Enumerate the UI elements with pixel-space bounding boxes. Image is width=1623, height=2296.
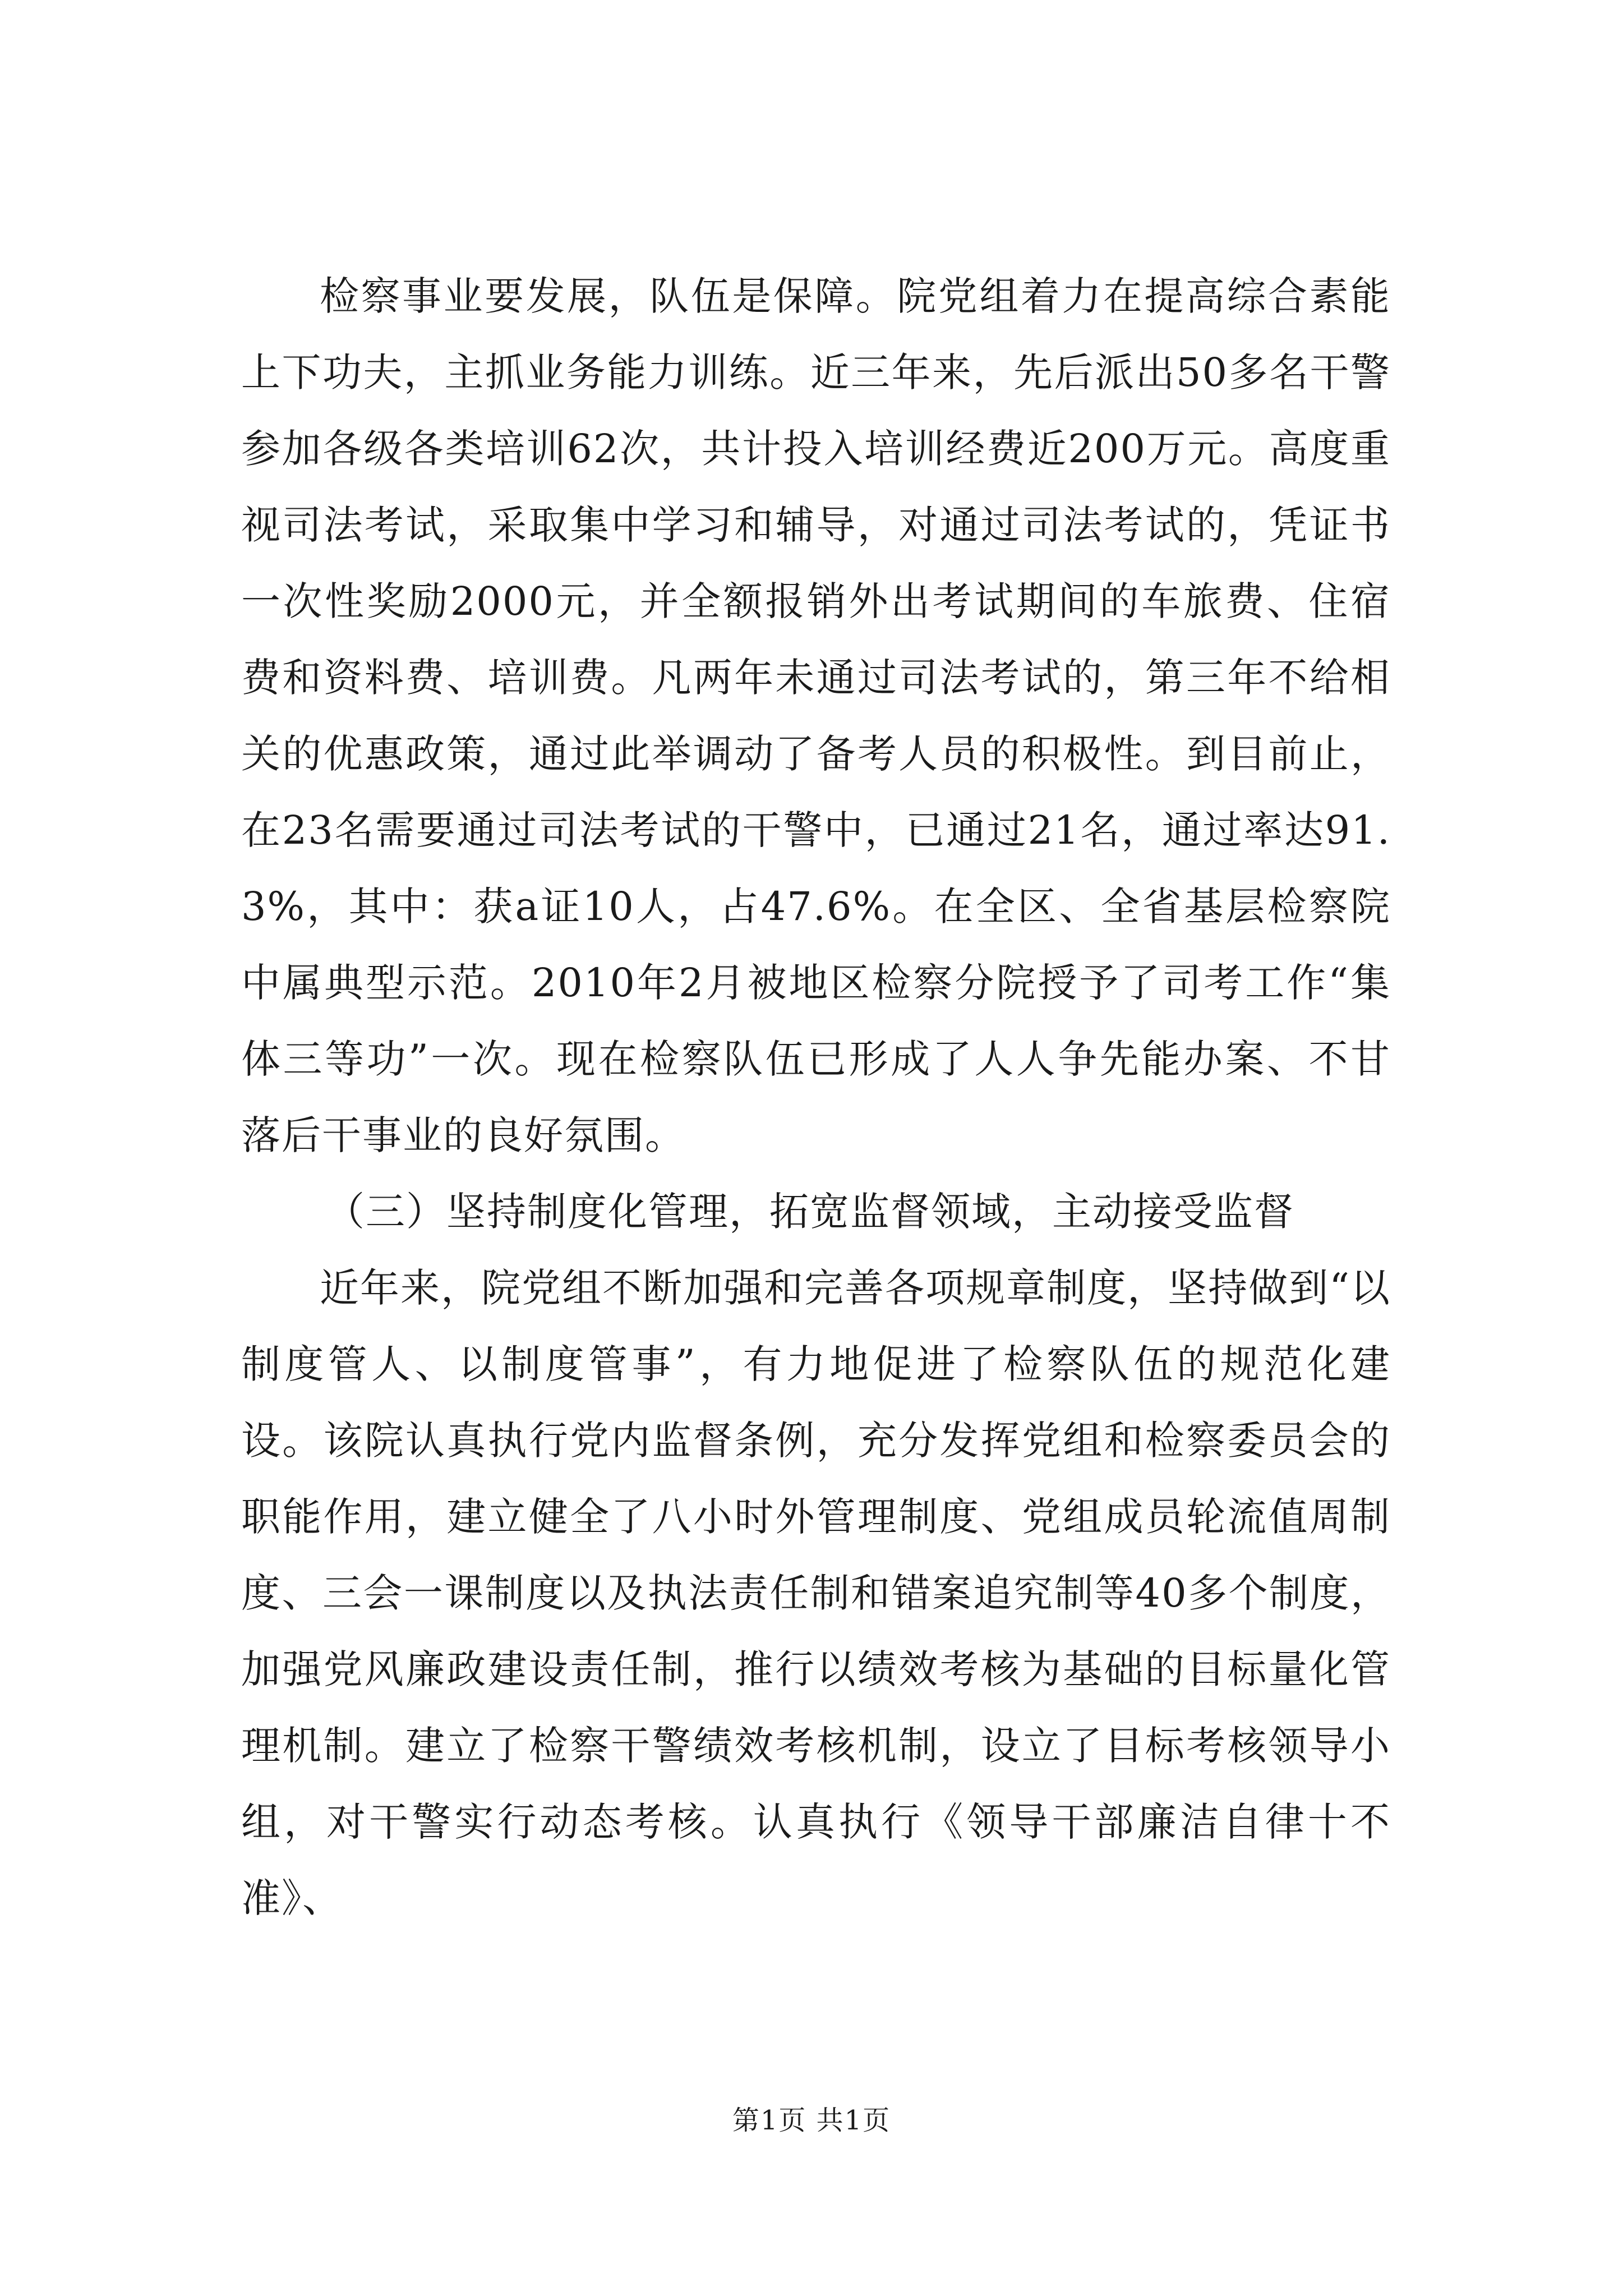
- paragraph-institutional-management: 近年来，院党组不断加强和完善各项规章制度，坚持做到“以制度管人、以制度管事”，有力地促进了检察队伍的规范化建设。该院认真执行党内监督条例，充分发挥党组和检察委员会的职能作用，建立健全了八小时外管理制度、党组成员轮流值周制度、三会一课制度以及执法责任制和错案追究制等40多个制度，加强党风廉政建设责任制，推行以绩效考核为基础的目标量化管理机制。建立了检察干警绩效考核机制，设立了目标考核领导小组，对干警实行动态考核。认真执行《领导干部廉洁自律十不准》、: [241, 1265, 1391, 1921]
- document-body: [241, 258, 1391, 1936]
- page-number-footer: 第1页 共1页: [732, 2105, 891, 2136]
- section-heading: （三）坚持制度化管理，拓宽监督领域，主动接受监督: [325, 1189, 1294, 1235]
- paragraph-team-building: 检察事业要发展，队伍是保障。院党组着力在提高综合素能上下功夫，主抓业务能力训练。近三年来，先后派出50多名干警参加各级各类培训62次，共计投入培训经费近200万元。高度重视司法考试，采取集中学习和辅导，对通过司法考试的，凭证书一次性奖励2000元，并全额报销外出考试期间的车旅费、住宿费和资料费、培训费。凡两年未通过司法考试的，第三年不给相关的优惠政策，通过此举调动了备考人员的积极性。到目前止，在23名需要通过司法考试的干警中，已通过21名，通过率达91.3%，其中：获a证10人，占47.6%。在全区、全省基层检察院中属典型示范。2010年2月被地区检察分院授予了司考工作“集体三等功”一次。现在检察队伍已形成了人人争先能办案、不甘落后干事业的良好氛围。: [241, 273, 1391, 1158]
